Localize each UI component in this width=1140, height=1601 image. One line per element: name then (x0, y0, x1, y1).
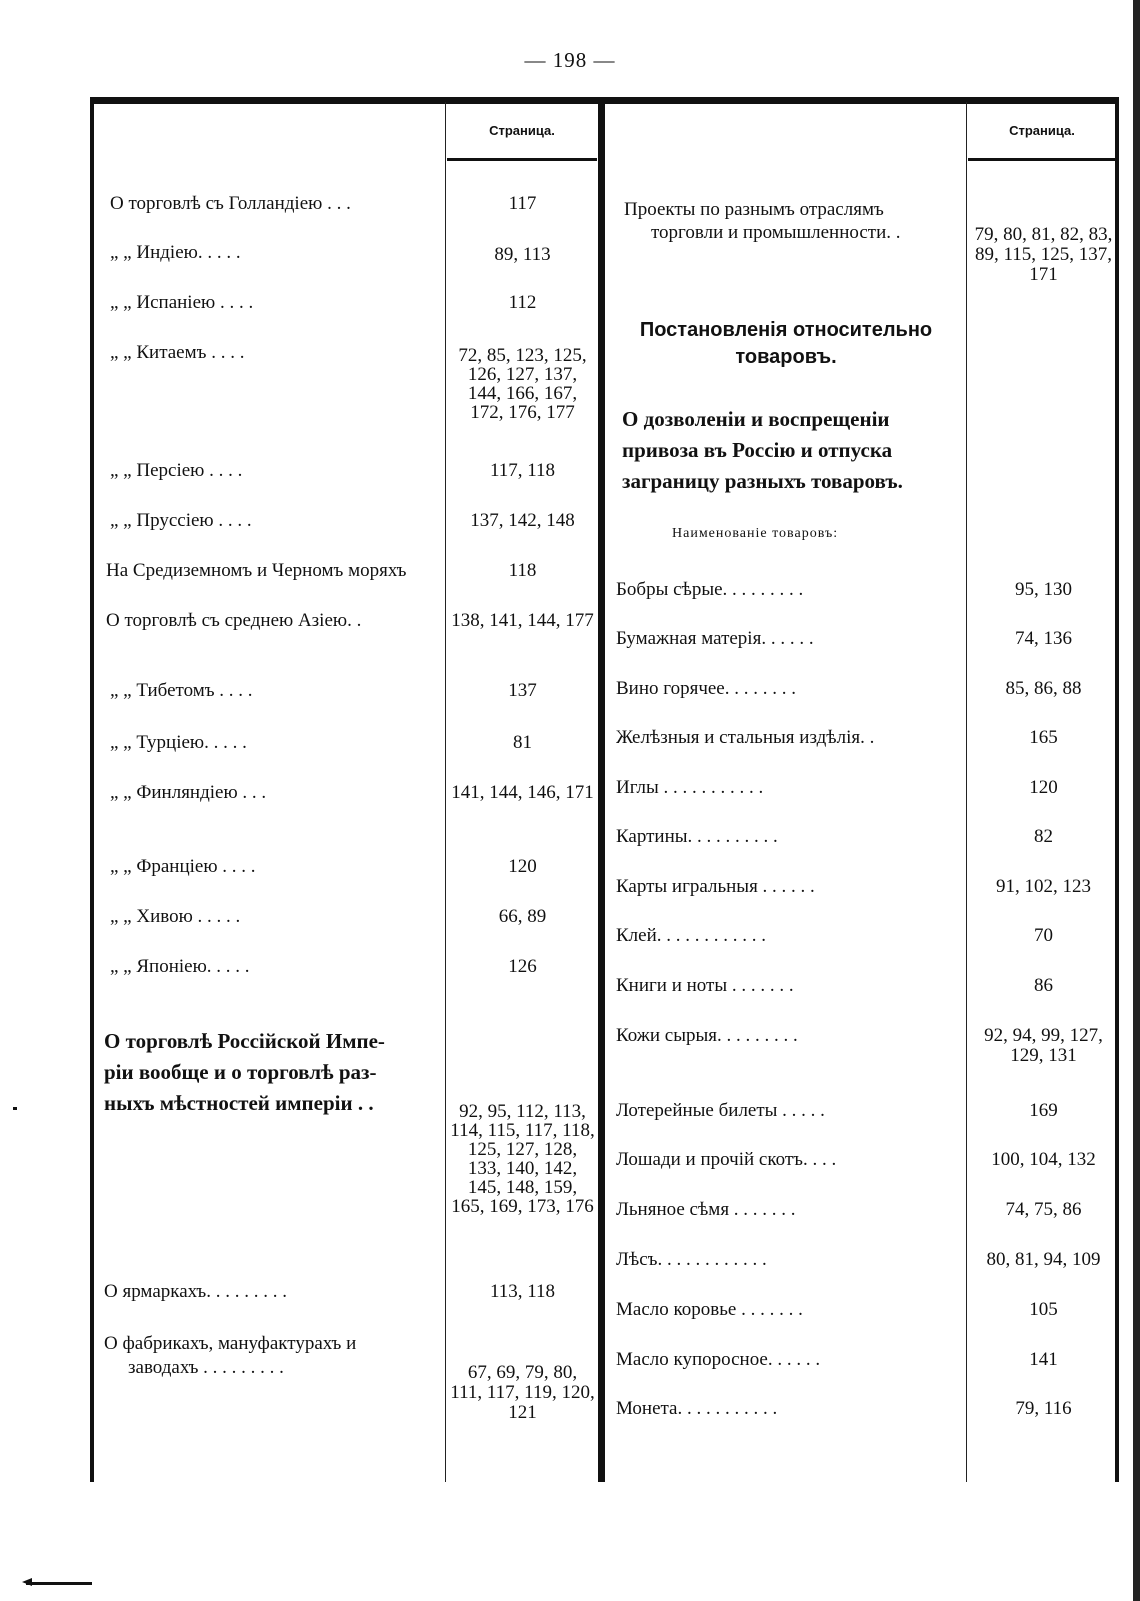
left-entry-label: „ „ Хивою . . . . . (110, 906, 241, 927)
projects-line2: торговли и промышленности. . (651, 222, 901, 243)
left-entry-label: „ „ Китаемъ . . . . (110, 342, 245, 363)
goods-item-label: Карты игральныя . . . . . . (616, 876, 815, 897)
goods-item-pages: 105 (1029, 1299, 1058, 1320)
empire-heading-line2: ріи вообще и о торговлѣ раз- (104, 1060, 377, 1084)
left-entry-pages: 117, 118 (489, 460, 556, 481)
goods-item-label: Льняное сѣмя . . . . . . . (616, 1199, 796, 1220)
goods-item-label: Клей. . . . . . . . . . . . (616, 925, 767, 946)
empire-heading-line1: О торговлѣ Россійской Импе- (104, 1029, 385, 1053)
goods-item-pages: 70 (1034, 925, 1053, 946)
goods-item-label: Лошади и прочій скотъ. . . . (616, 1149, 837, 1170)
goods-item-label: Монета. . . . . . . . . . . (616, 1398, 778, 1419)
left-entry-label: „ „ Финляндіею . . . (110, 782, 267, 803)
goods-item-pages: 85, 86, 88 (1005, 678, 1082, 699)
goods-item-label: Лотерейные билеты . . . . . (616, 1100, 825, 1121)
factories-line1: О фабрикахъ, мануфактурахъ и (104, 1333, 357, 1354)
goods-item-pages: 141 (1029, 1349, 1058, 1370)
projects-pages: 79, 80, 81, 82, 83, 89, 115, 125, 137, 171 (974, 224, 1113, 285)
left-entry-label: „ „ Турціею. . . . . (110, 732, 247, 753)
left-entry-pages: 81 (513, 732, 532, 753)
left-entry-pages: 89, 113 (494, 244, 551, 265)
goods-item-label: Бумажная матерія. . . . . . (616, 628, 814, 649)
goods-item-pages: 165 (1029, 727, 1058, 748)
fairs-label: О ярмаркахъ. . . . . . . . . (104, 1281, 287, 1302)
goods-item-pages: 74, 136 (1015, 628, 1072, 649)
goods-item-label: Книги и ноты . . . . . . . (616, 975, 794, 996)
left-entry-pages: 112 (508, 292, 537, 313)
column-divider-center (598, 102, 605, 1482)
page-column-header-right: Страница. (1009, 123, 1075, 138)
margin-dot (13, 1107, 17, 1110)
goods-item-pages: 95, 130 (1015, 579, 1072, 600)
left-entry-pages: 117 (508, 193, 537, 214)
fairs-pages: 113, 118 (489, 1281, 556, 1302)
goods-item-pages: 80, 81, 94, 109 (986, 1249, 1101, 1270)
header-rule-right (968, 158, 1116, 161)
goods-item-pages: 74, 75, 86 (1005, 1199, 1082, 1220)
projects-line1: Проекты по разнымъ отраслямъ (624, 199, 884, 220)
left-entry-pages: 72, 85, 123, 125, 126, 127, 137, 144, 166, 167, 172, 176, 177 (458, 345, 587, 423)
goods-item-label: Желѣзныя и стальныя издѣлія. . (616, 727, 875, 748)
empire-pages: 92, 95, 112, 113, 114, 115, 117, 118, 125, 127, 128, 133, 140, 142, 145, 148, 159, 165, 169, 173, 176 (450, 1101, 595, 1217)
goods-item-label: Лѣсъ. . . . . . . . . . . . (616, 1249, 767, 1270)
page-column-header-left: Страница. (489, 123, 555, 138)
goods-item-label: Бобры сѣрые. . . . . . . . . (616, 579, 804, 600)
left-entry-label: „ „ Японіею. . . . . (110, 956, 250, 977)
goods-item-label: Вино горячее. . . . . . . . (616, 678, 796, 699)
empire-heading-line3: ныхъ мѣстностей имперіи . . (104, 1091, 374, 1115)
goods-item-label: Иглы . . . . . . . . . . . (616, 777, 764, 798)
goods-item-pages: 120 (1029, 777, 1058, 798)
left-entry-pages: 120 (508, 856, 537, 877)
permission-heading-line1: О дозволеніи и воспрещеніи (622, 407, 890, 431)
left-entry-pages: 137, 142, 148 (470, 510, 575, 531)
goods-item-label: Кожи сырыя. . . . . . . . . (616, 1025, 798, 1046)
left-entry-label: „ „ Персіею . . . . (110, 460, 243, 481)
permission-heading-line3: заграницу разныхъ товаровъ. (622, 469, 903, 493)
left-entry-label: „ „ Франціею . . . . (110, 856, 256, 877)
decrees-heading-line2: товаровъ. (735, 346, 837, 368)
goods-item-pages: 100, 104, 132 (991, 1149, 1096, 1170)
left-entry-label: О торговлѣ съ Голландіею . . . (110, 193, 351, 214)
page-edge (1133, 0, 1140, 1601)
goods-item-pages: 92, 94, 99, 127, 129, 131 (984, 1025, 1103, 1066)
goods-item-pages: 79, 116 (1015, 1398, 1072, 1419)
left-entry-label: О торговлѣ съ среднею Азіею. . (106, 610, 362, 631)
goods-item-pages: 169 (1029, 1100, 1058, 1121)
left-entry-pages: 118 (508, 560, 537, 581)
column-divider-left (445, 102, 446, 1482)
decrees-heading-line1: Постановленія относительно (639, 319, 933, 341)
left-entry-label: „ „ Испаніею . . . . (110, 292, 254, 313)
left-entry-label: „ „ Пруссіею . . . . (110, 510, 252, 531)
left-entry-pages: 138, 141, 144, 177 (451, 610, 594, 631)
left-entry-label: „ „ Индіею. . . . . (110, 242, 241, 263)
factories-line2: заводахъ . . . . . . . . . (128, 1357, 284, 1378)
goods-item-label: Картины. . . . . . . . . . (616, 826, 778, 847)
goods-item-label: Масло купоросное. . . . . . (616, 1349, 821, 1370)
page-number: — 198 — (524, 48, 616, 72)
left-entry-label: На Средиземномъ и Черномъ моряхъ (106, 560, 407, 581)
permission-heading-line2: привоза въ Россію и отпуска (622, 438, 893, 462)
corner-mark (26, 1582, 92, 1585)
factories-pages: 67, 69, 79, 80, 111, 117, 119, 120, 121 (450, 1362, 595, 1423)
header-rule-left (447, 158, 597, 161)
left-entry-pages: 66, 89 (498, 906, 547, 927)
left-entry-label: „ „ Тибетомъ . . . . (110, 680, 253, 701)
column-divider-right (966, 102, 967, 1482)
goods-item-label: Масло коровье . . . . . . . (616, 1299, 803, 1320)
left-entry-pages: 126 (508, 956, 537, 977)
goods-item-pages: 86 (1034, 975, 1053, 996)
goods-item-pages: 82 (1034, 826, 1053, 847)
goods-subheading: Наименованіе товаровъ: (672, 526, 839, 541)
left-entry-pages: 137 (508, 680, 537, 701)
goods-item-pages: 91, 102, 123 (996, 876, 1091, 897)
left-entry-pages: 141, 144, 146, 171 (451, 782, 594, 803)
